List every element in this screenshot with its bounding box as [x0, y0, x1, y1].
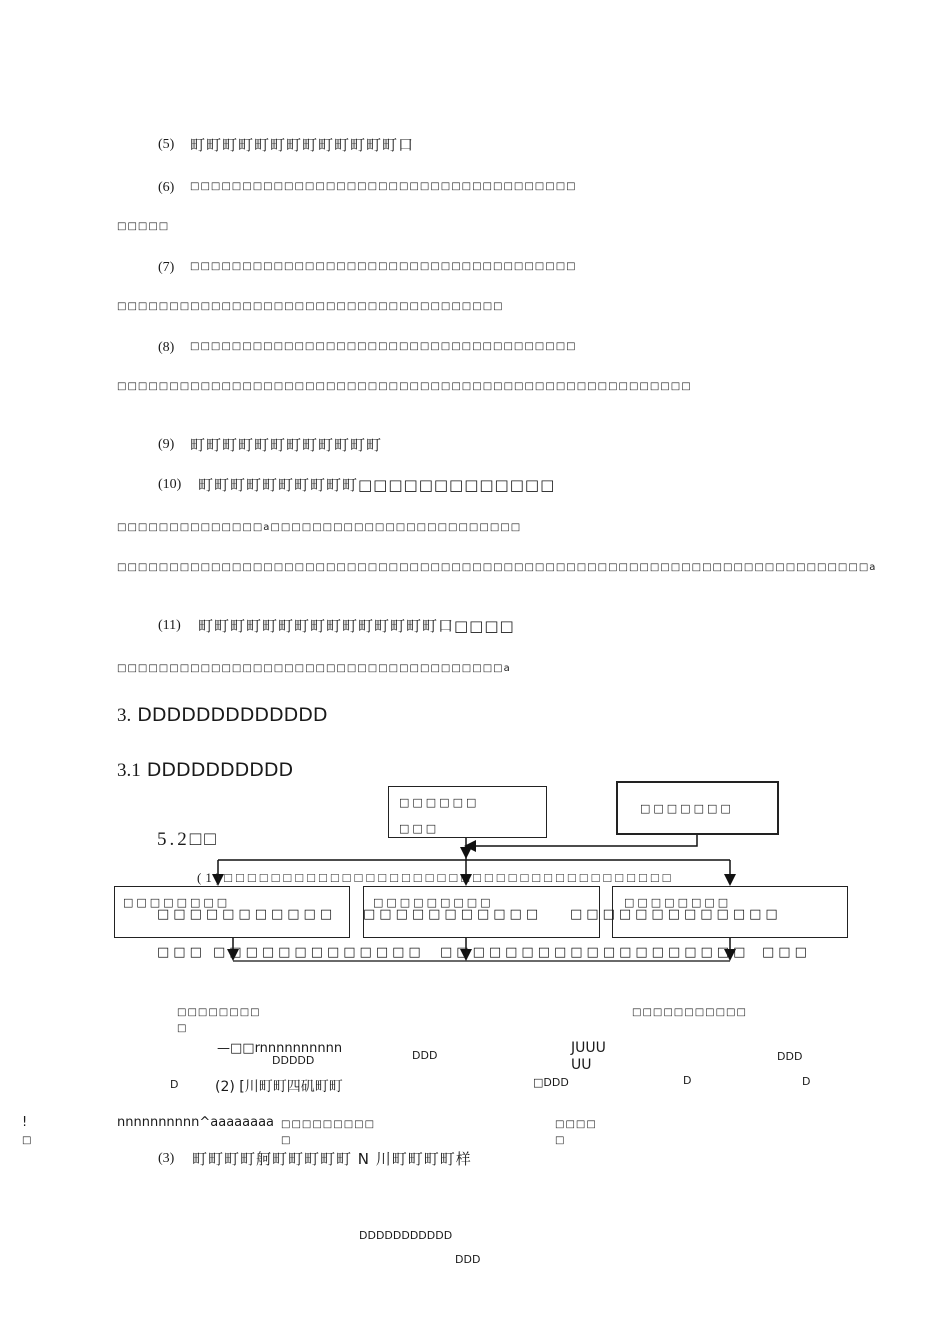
item-text: □□□□□□□□□□□□□□□□□□□□□□□□□□□□□□□□□□□□□ [190, 341, 577, 352]
fragment-text: D [170, 1078, 179, 1091]
item-number: (8) [158, 340, 175, 355]
item-number: (10) [158, 477, 182, 492]
item-text: 町町町町町町町町町町町町町口 [190, 136, 415, 154]
item-text: 町町町町舸町町町町町 N 川町町町町样 [192, 1150, 472, 1168]
fragment-text: □ [281, 1135, 292, 1146]
fragment-text: nnnnnnnnnn^aaaaaaaa [117, 1115, 275, 1130]
item-number: (5) [158, 137, 175, 152]
fragment-text: DDD [777, 1050, 803, 1063]
diagram-row-text: □□□□□□□□□□□□□ [213, 945, 425, 960]
fragment-text: (2) [川町町四矶町町 [215, 1079, 343, 1095]
item-continuation: □□□□□□□□□□□□□□□□□□□□□□□□□□□□□□□□□□□□□□□□□□□□□□□□□□□□□□□ [117, 381, 692, 392]
fragment-text: □ [177, 1023, 188, 1034]
fragment-text: □ [555, 1135, 566, 1146]
fragment-text: □DDD [533, 1076, 569, 1089]
fragment-text: □□□□□□□□□ [281, 1119, 376, 1130]
item-number: (11) [158, 618, 181, 633]
fragment-text: D [802, 1075, 811, 1088]
section-title: DDDDDDDDDD [146, 759, 294, 781]
diagram-box-label: □□□□□□□□ [624, 896, 732, 909]
fragment-text: DDD [412, 1049, 438, 1062]
fragment-text: JUUU [571, 1040, 606, 1056]
item-continuation: □□□□□□□□□□□□□□□□□□□□□□□□□□□□□□□□□□□□□□□□□□□□□□□□□□□□□□□□□□□□□□□□□□□□□□□□a [117, 562, 877, 573]
diagram-row-text: □□□□□□□□□□□□□□□□□□□ [440, 945, 750, 960]
item-number: (9) [158, 437, 175, 452]
item-text: □□□□□□□□□□□□□□□□□□□□□□□□□□□□□□□□□□□□□ [190, 261, 577, 272]
diagram-row-text: □□□ [157, 945, 206, 960]
item-number: (7) [158, 260, 175, 275]
section-number: 3. [117, 705, 132, 726]
overlay-line: (1)□□□□□□□□□□□□□□□□□□□□□□□□□□□□□□□□□□□□□□ [197, 870, 675, 885]
overlay-heading: 5.2□□ [157, 829, 219, 850]
fragment-text: DDDDD [272, 1054, 315, 1067]
fragment-text: ! [22, 1115, 28, 1130]
fragment-text: □□□□□□□□□□□ [632, 1007, 747, 1018]
item-continuation: □□□□□ [117, 221, 170, 232]
fragment-text: D [683, 1074, 692, 1087]
item-continuation: □□□□□□□□□□□□□□a□□□□□□□□□□□□□□□□□□□□□□□□ [117, 522, 522, 533]
diagram-box-label: □□□□□□ [399, 796, 480, 809]
diagram-box-label: □□□ [399, 822, 440, 835]
item-number: (6) [158, 180, 175, 195]
diagram-box-label: □□□□□□□ [640, 802, 734, 815]
item-continuation: □□□□□□□□□□□□□□□□□□□□□□□□□□□□□□□□□□□□□a [117, 663, 511, 674]
fragment-text: □□□□□□□□ [177, 1007, 261, 1018]
fragment-text: □□□□ [555, 1119, 597, 1130]
fragment-text: □ [22, 1135, 33, 1146]
diagram-box-text: □□□□□□□□□□□ [157, 907, 337, 922]
item-text: 町町町町町町町町町町□□□□□□□□□□□□□ [198, 476, 556, 494]
section-title: DDDDDDDDDDDDD [137, 704, 328, 726]
item-number: (3) [158, 1151, 175, 1166]
item-continuation: □□□□□□□□□□□□□□□□□□□□□□□□□□□□□□□□□□□□□ [117, 301, 504, 312]
fragment-text: —□□rnnnnnnnnnn [217, 1041, 343, 1056]
item-text: 町町町町町町町町町町町町町町町口□□□□ [198, 617, 515, 635]
diagram-box-label: □□□□□□□□□ [373, 896, 494, 909]
diagram-row-text: □□□ [762, 945, 811, 960]
footer-line: DDD [455, 1253, 481, 1266]
fragment-text: UU [571, 1057, 592, 1073]
item-text: □□□□□□□□□□□□□□□□□□□□□□□□□□□□□□□□□□□□□ [190, 181, 577, 192]
diagram-box-text: □□□□□□□□□□□ [363, 907, 543, 922]
section-number: 3.1 [117, 760, 141, 781]
item-text: 町町町町町町町町町町町町 [190, 436, 383, 454]
diagram-box-label: □□□□□□□□ [123, 896, 231, 909]
diagram-box-text: □□□□□□□□□□□□□ [570, 907, 782, 922]
footer-line: DDDDDDDDDDD [359, 1229, 453, 1242]
